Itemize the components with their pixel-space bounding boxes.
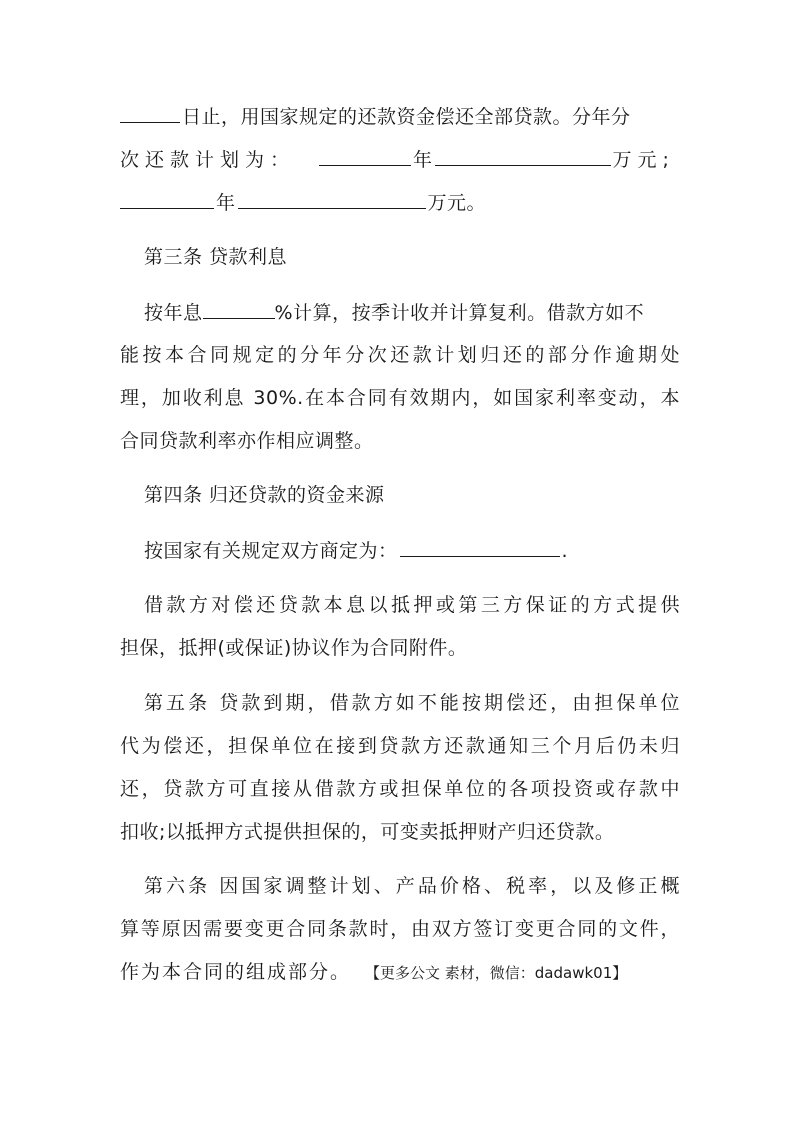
para1-line1 bbox=[120, 102, 680, 131]
blank-amount-2 bbox=[238, 188, 426, 209]
art4-p2-line1: 借款方对偿还贷款本息以抵押或第三方保证的方式提供 bbox=[144, 594, 680, 616]
art4-line1-post: . bbox=[561, 540, 569, 562]
watermark-note: 【更多公文 素材，微信：dadawk01】 bbox=[365, 964, 628, 982]
art4-line1-pre: 按国家有关规定双方商定为： bbox=[144, 540, 398, 562]
blank-fund-source bbox=[400, 536, 560, 557]
para1-line2-start: 次还款计划为： bbox=[120, 149, 296, 171]
para1-line3-year: 年 bbox=[216, 192, 236, 214]
art6-line3 bbox=[120, 958, 680, 987]
art3-line4: 合同贷款利率亦作相应调整。 bbox=[120, 430, 374, 452]
art3-line1-post: %计算，按季计收并计算复利。借款方如不 bbox=[274, 302, 645, 324]
art5-line4: 扣收;以抵押方式提供担保的，可变卖抵押财产归还贷款。 bbox=[120, 821, 615, 843]
art6-line1: 第六条 因国家调整计划、产品价格、税率，以及修正概 bbox=[144, 875, 680, 897]
art6-line3-text: 作为本合同的组成部分。 bbox=[120, 961, 352, 983]
art4-line1 bbox=[144, 536, 704, 565]
art3-line1 bbox=[144, 298, 704, 327]
art5-line3: 还，贷款方可直接从借款方或担保单位的各项投资或存款中 bbox=[120, 778, 680, 800]
para1-line3-unit: 万元。 bbox=[427, 192, 487, 214]
art5-line2: 代为偿还，担保单位在接到贷款方还款通知三个月后仍未归 bbox=[120, 735, 680, 757]
para1-line2-unit: 万元; bbox=[612, 149, 675, 171]
art6-line2: 算等原因需要变更合同条款时，由双方签订变更合同的文件， bbox=[120, 918, 680, 940]
blank-year-1 bbox=[319, 145, 411, 166]
article-3-heading: 第三条 贷款利息 bbox=[144, 246, 288, 268]
art3-line1-pre: 按年息 bbox=[144, 302, 203, 324]
art3-line2: 能按本合同规定的分年分次还款计划归还的部分作逾期处 bbox=[120, 344, 680, 366]
art5-line1: 第五条 贷款到期，借款方如不能按期偿还，由担保单位 bbox=[144, 692, 680, 714]
article-4-heading: 第四条 归还贷款的资金来源 bbox=[144, 484, 385, 506]
blank-amount-1 bbox=[435, 145, 611, 166]
art4-p2-line2: 担保，抵押(或保证)协议作为合同附件。 bbox=[120, 637, 468, 659]
blank-interest-rate bbox=[203, 298, 275, 319]
blank-day bbox=[120, 102, 180, 123]
art3-line3: 理，加收利息 30%.在本合同有效期内，如国家利率变动，本 bbox=[120, 387, 680, 409]
para1-line1-text: 日止，用国家规定的还款资金偿还全部贷款。分年分 bbox=[182, 106, 631, 128]
para1-line2 bbox=[120, 145, 680, 174]
para1-line3 bbox=[120, 188, 680, 217]
para1-line2-year: 年 bbox=[413, 149, 433, 171]
blank-year-2 bbox=[120, 188, 214, 209]
